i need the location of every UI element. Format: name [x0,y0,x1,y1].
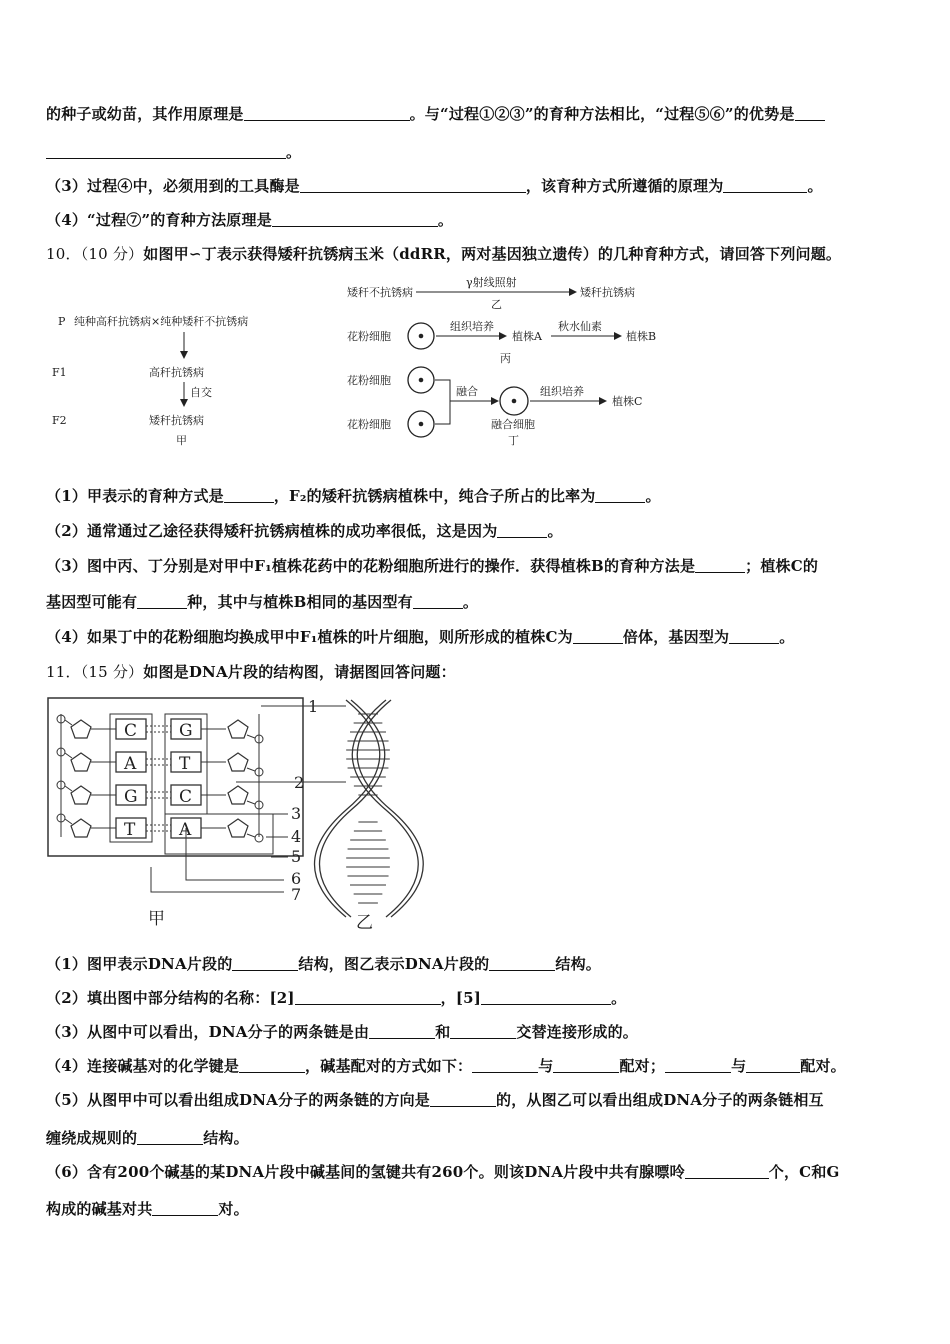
q10-text: 倍体，基因型为 [622,628,730,646]
q11-text: （5）从图甲中可以看出组成DNA分子的两条链的方向是 [46,1091,430,1109]
cell-nucleus [419,334,424,339]
answer-blank[interactable] [137,594,187,609]
q9-text: （3）过程④中，必须用到的工具酶是 [46,177,300,195]
deoxyribose [71,720,91,738]
q11-text: 交替连接形成的。 [516,1023,639,1041]
q11-text: （3）从图中可以看出，DNA分子的两条链是由 [46,1023,370,1041]
q9-text: 的种子或幼苗，其作用原理是 [46,105,244,123]
cell-nucleus [512,399,517,404]
q11-text: 。 [611,989,627,1007]
fusion-bracket [435,380,450,424]
base-letter: T [179,754,191,774]
f2-text: 矮秆抗锈病 [149,414,204,427]
answer-blank[interactable] [553,1058,619,1073]
answer-blank[interactable] [695,558,745,573]
deoxyribose [71,819,91,837]
answer-blank[interactable] [224,488,274,503]
base-pair-row [57,715,263,743]
breeding-diagram [46,272,676,452]
cell-nucleus [419,378,424,383]
q10-part-3b [46,591,478,612]
q9-text: 。 [437,211,454,229]
pollen-cell-label: 花粉细胞 [347,330,391,343]
base-pair-row [57,814,263,842]
label-jia: 甲 [176,434,187,447]
yi-start: 矮秆不抗锈病 [347,286,413,299]
q9-line-2 [46,141,301,162]
answer-blank[interactable] [795,106,825,121]
q11-text: 与 [538,1057,554,1075]
q11-text: （1）图甲表示DNA片段的 [46,955,233,973]
base-letter: C [124,721,138,741]
fused-cell-label: 融合细胞 [491,418,535,431]
answer-blank[interactable] [300,178,526,193]
q11-text: 配对。 [800,1057,846,1075]
q11-text: 配对； [619,1057,666,1075]
label-3: 3 [291,804,302,823]
q11-part-5b [46,1127,249,1148]
q9-line-1 [46,103,825,124]
answer-blank[interactable] [497,523,547,538]
q11-part-6a [46,1161,840,1182]
base-letter: G [124,787,138,807]
plant-c: 植株C [612,395,643,408]
base-pair-row [57,748,263,776]
deoxyribose [228,753,248,771]
q9-text: 。 [286,143,302,161]
q10-text: 。 [779,628,795,646]
question-number: 11． [46,663,81,681]
answer-blank[interactable] [295,990,441,1005]
q11-text: 的，从图乙可以看出组成DNA分子的两条链相互 [496,1091,824,1109]
f1-label: F1 [52,366,67,379]
plant-a: 植株A [512,330,542,343]
selfing-label: 自交 [190,386,212,399]
double-helix [315,700,424,917]
q10-text: （3）图中丙、丁分别是对甲中F₁植株花药中的花粉细胞所进行的操作．获得植株B的育种方法是 [46,557,696,575]
question-number: 10． [46,245,81,263]
answer-blank[interactable] [729,629,779,644]
answer-blank[interactable] [723,178,807,193]
q11-stem [46,661,456,682]
colchicine-label: 秋水仙素 [558,320,602,333]
p-label: P [58,315,66,328]
label-2: 2 [294,773,305,792]
answer-blank[interactable] [152,1201,218,1216]
q10-text: ，F₂的矮秆抗锈病植株中，纯合子所占的比率为 [273,487,596,505]
label-yi: 乙 [491,298,502,311]
q9-text: 。 [807,177,823,195]
q10-part-2 [46,520,563,541]
base-letter: T [124,820,136,840]
label-6: 6 [291,869,302,888]
answer-blank[interactable] [413,594,463,609]
answer-blank[interactable] [369,1024,435,1039]
q11-text: ，碱基配对的方式如下： [305,1057,473,1075]
q11-text: ，[5] [440,989,482,1007]
q10-text: 。 [547,522,563,540]
yi-arrow-label: γ射线照射 [466,276,517,289]
answer-blank[interactable] [685,1164,769,1179]
q11-text: 构成的碱基对共 [46,1200,153,1218]
q9-text: ，该育种方式所遵循的原理为 [525,177,724,195]
dna-diagram [46,692,446,937]
label-ding: 丁 [508,434,519,447]
q10-text: 基因型可能有 [46,593,138,611]
q11-part-2 [46,987,626,1008]
culture-label: 组织培养 [540,385,584,398]
deoxyribose [71,753,91,771]
label-7: 7 [291,885,302,904]
q11-text: 结构。 [555,955,601,973]
q10-text: （2）通常通过乙途径获得矮秆抗锈病植株的成功率很低，这是因为 [46,522,498,540]
q11-part-1 [46,953,601,974]
q11-text: （2）填出图中部分结构的名称：[2] [46,989,295,1007]
question-score: （10 分） [80,245,144,263]
culture-label: 组织培养 [450,320,494,333]
q10-text: 。 [645,487,661,505]
base-letter: A [124,754,137,774]
answer-blank[interactable] [137,1130,203,1145]
q11-text: 个，C和G [768,1163,840,1181]
f1-text: 高秆抗锈病 [149,366,204,379]
yi-end: 矮秆抗锈病 [580,286,635,299]
base-letter: A [179,820,192,840]
p-cross-text: 纯种高秆抗锈病×纯种矮秆不抗锈病 [74,315,249,328]
answer-blank[interactable] [239,1058,305,1073]
q11-text: 缠绕成规则的 [46,1129,138,1147]
q10-part-3a [46,555,818,576]
deoxyribose [228,819,248,837]
q11-part-4 [46,1055,846,1076]
q10-text: 种，其中与植株B相同的基因型有 [187,593,413,611]
base-letter: C [179,787,193,807]
plant-b: 植株B [626,330,657,343]
q10-stem [46,243,841,264]
base-pairs [57,714,273,854]
answer-blank[interactable] [272,212,438,227]
label-4: 4 [291,827,302,846]
pollen-cell-label: 花粉细胞 [347,374,391,387]
q10-text: ；植株C的 [745,557,819,575]
answer-blank[interactable] [481,990,611,1005]
label-5: 5 [291,847,302,866]
label-yi: 乙 [356,913,373,933]
q11-text: 和 [435,1023,451,1041]
fusion-label: 融合 [456,385,478,398]
base-pair-row [57,781,263,809]
pollen-cell-label: 花粉细胞 [347,418,391,431]
q9-part-3 [46,175,823,196]
answer-blank[interactable] [450,1024,516,1039]
q9-part-4 [46,209,453,230]
q9-text: 。与“过程①②③”的育种方法相比，“过程⑤⑥”的优势是 [409,105,795,123]
answer-blank[interactable] [430,1092,496,1107]
label-1: 1 [308,697,319,716]
f2-label: F2 [52,414,67,427]
q11-part-5a [46,1089,824,1110]
question-stem: 如图甲∽丁表示获得矮秆抗锈病玉米（ddRR，两对基因独立遗传）的几种育种方式，请回答下列问题。 [143,245,842,263]
answer-blank[interactable] [46,144,286,159]
q11-part-3 [46,1021,638,1042]
q10-part-4 [46,626,794,647]
answer-blank[interactable] [665,1058,731,1073]
q11-text: （6）含有200个碱基的某DNA片段中碱基间的氢键共有260个。则该DNA片段中共有腺嘌呤 [46,1163,685,1181]
q11-text: 与 [731,1057,747,1075]
q11-text: 对。 [218,1200,249,1218]
q10-text: （1）甲表示的育种方式是 [46,487,224,505]
answer-blank[interactable] [746,1058,800,1073]
answer-blank[interactable] [232,956,298,971]
question-stem: 如图是DNA片段的结构图，请据图回答问题： [143,663,456,681]
base-letter: G [179,721,193,741]
q11-text: （4）连接碱基对的化学键是 [46,1057,240,1075]
q11-text: 结构。 [203,1129,249,1147]
label-jia: 甲 [148,909,165,929]
deoxyribose [228,720,248,738]
answer-blank[interactable] [244,106,410,121]
q11-part-6b [46,1198,249,1219]
answer-blank[interactable] [573,629,623,644]
question-score: （15 分） [80,663,144,681]
answer-blank[interactable] [489,956,555,971]
answer-blank[interactable] [595,488,645,503]
label-bing: 丙 [500,352,511,365]
q10-part-1 [46,485,661,506]
answer-blank[interactable] [472,1058,538,1073]
q10-text: （4）如果丁中的花粉细胞均换成甲中F₁植株的叶片细胞，则所形成的植株C为 [46,628,573,646]
q9-text: （4）“过程⑦”的育种方法原理是 [46,211,272,229]
q11-text: 结构，图乙表示DNA片段的 [298,955,490,973]
cell-nucleus [419,422,424,427]
deoxyribose [228,786,248,804]
deoxyribose [71,786,91,804]
q10-text: 。 [462,593,479,611]
